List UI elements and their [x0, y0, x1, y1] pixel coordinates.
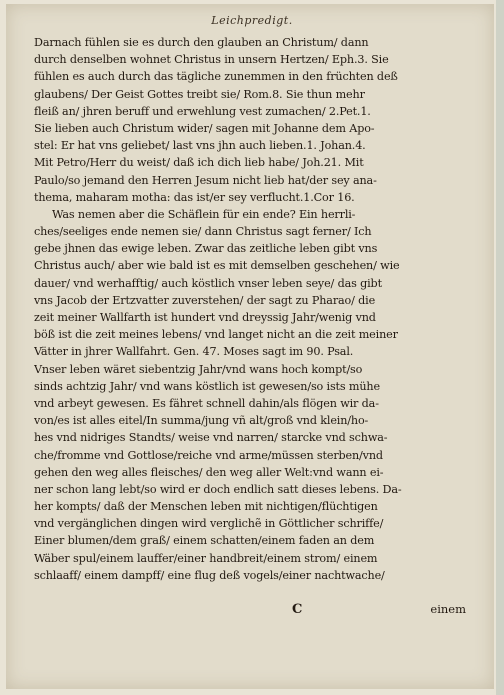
- text-line: fleiß an/ jhren beruff und erwehlung vest zumachen/ 2.Pet.1.: [34, 104, 371, 118]
- text-line: stel: Er hat vns geliebet/ last vns jhn auch lieben.1. Johan.4.: [34, 139, 366, 153]
- page-edge: [496, 0, 504, 695]
- text-line: Paulo/so jemand den Herren Jesum nicht lieb hat/der sey ana-: [34, 173, 377, 187]
- running-title: Leichpredigt.: [211, 14, 293, 27]
- text-line: Vätter in jhrer Wallfahrt. Gen. 47. Moses sagt im 90. Psal.: [34, 345, 354, 359]
- text-line: schlaaff/ einem dampff/ eine flug deß vogels/einer nachtwache/: [34, 568, 385, 582]
- text-line: durch denselben wohnet Christus in unsern Hertzen/ Eph.3. Sie: [34, 53, 389, 67]
- text-line: che/fromme vnd Gottlose/reiche vnd arme/müssen sterben/vnd: [34, 448, 383, 462]
- text-line: dauer/ vnd werhafftig/ auch köstlich vnser leben seye/ das gibt: [34, 276, 382, 290]
- text-line: Einer blumen/dem graß/ einem schatten/einem faden an dem: [34, 534, 375, 548]
- text-line: Christus auch/ aber wie bald ist es mit demselben geschehen/ wie: [34, 259, 400, 273]
- signature-mark: C: [292, 602, 303, 617]
- text-line: Mit Petro/Herr du weist/ daß ich dich lieb habe/ Joh.21. Mit: [34, 156, 364, 170]
- text-line: vnd arbeyt gewesen. Es fähret schnell dahin/als flögen wir da-: [34, 396, 379, 410]
- text-line: Vnser leben wäret siebentzig Jahr/vnd wans hoch kompt/so: [34, 362, 363, 376]
- text-line: hes vnd nidriges Standts/ weise vnd narren/ starcke vnd schwa-: [34, 431, 388, 445]
- body-text: [34, 34, 474, 584]
- text-line: her kompts/ daß der Menschen leben mit nichtigen/flüchtigen: [34, 500, 378, 514]
- catchword: einem: [430, 602, 466, 616]
- text-line: böß ist die zeit meines lebens/ vnd langet nicht an die zeit meiner: [34, 328, 398, 342]
- text-line: ner schon lang lebt/so wird er doch endlich satt dieses lebens. Da-: [34, 482, 402, 496]
- text-line: ches/seeliges ende nemen sie/ dann Christus sagt ferner/ Ich: [34, 225, 372, 239]
- text-line: glaubens/ Der Geist Gottes treibt sie/ Rom.8. Sie thun mehr: [34, 87, 365, 101]
- text-line: vnd vergänglichen dingen wird verglichẽ in Göttlicher schriffe/: [34, 517, 384, 531]
- text-line: von/es ist alles eitel/In summa/jung vñ alt/groß vnd klein/ho-: [34, 414, 369, 428]
- text-line: Sie lieben auch Christum wider/ sagen mit Johanne dem Apo-: [34, 121, 375, 135]
- text-line: Wäber spul/einem lauffer/einer handbreit/einem strom/ einem: [34, 551, 378, 565]
- page-footer: [34, 602, 474, 620]
- text-line: thema, maharam motha: das ist/er sey verflucht.1.Cor 16.: [34, 190, 355, 204]
- text-line: gehen den weg alles fleisches/ den weg aller Welt:vnd wann ei-: [34, 465, 384, 479]
- text-line: Darnach fühlen sie es durch den glauben an Christum/ dann: [34, 36, 369, 49]
- text-line: Was nemen aber die Schäflein für ein ende? Ein herrli-: [52, 207, 356, 221]
- text-line: gebe jhnen das ewige leben. Zwar das zeitliche leben gibt vns: [34, 242, 378, 256]
- text-line: vns Jacob der Ertzvatter zuverstehen/ der sagt zu Pharao/ die: [34, 293, 376, 307]
- text-line: sinds achtzig Jahr/ vnd wans köstlich ist gewesen/so ists mühe: [34, 379, 380, 393]
- text-line: zeit meiner Wallfarth ist hundert vnd dreyssig Jahr/wenig vnd: [34, 311, 376, 324]
- text-line: fühlen es auch durch das tägliche zunemmen in den früchten deß: [34, 70, 398, 84]
